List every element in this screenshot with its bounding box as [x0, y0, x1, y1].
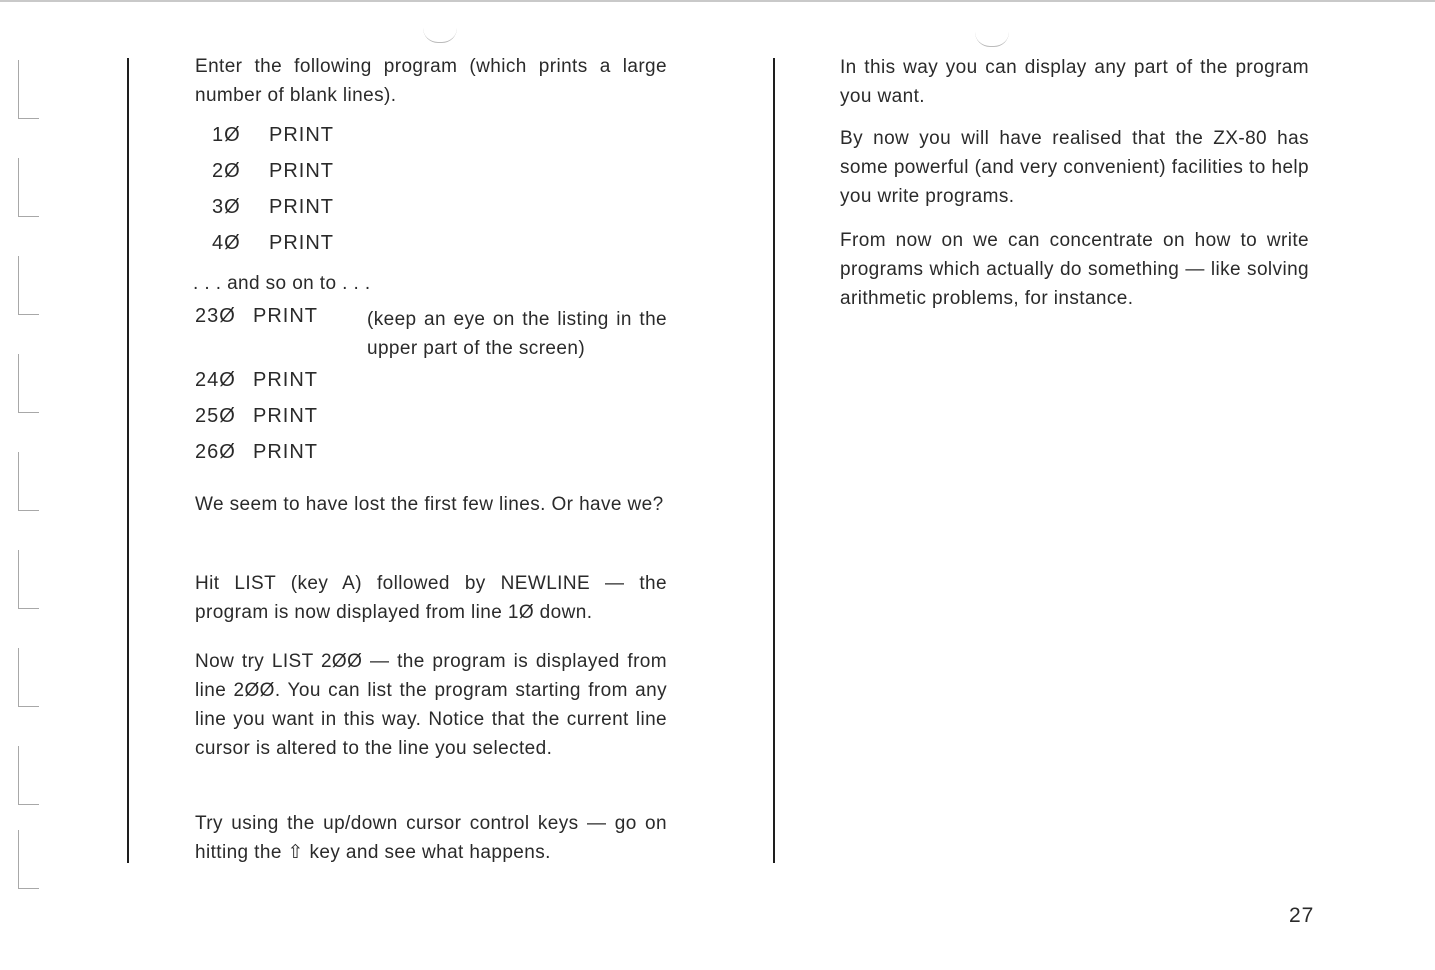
page-number: 27 [1289, 904, 1315, 927]
line-number: 25Ø [195, 405, 236, 427]
list-key-paragraph: Hit LIST (key A) followed by NEWLINE — the program is now displayed from line 1Ø down. [195, 573, 667, 623]
line-number: 23Ø [195, 305, 236, 327]
binding-mark [18, 256, 39, 315]
binding-mark [18, 452, 39, 511]
binding-mark [18, 746, 39, 805]
line-number: 24Ø [195, 369, 236, 391]
binding-mark [18, 354, 39, 413]
punch-hole-mark [423, 28, 457, 43]
spiral-binding [18, 40, 42, 900]
binding-mark [18, 550, 39, 609]
list-200-paragraph: Now try LIST 2ØØ — the program is displayed from line 2ØØ. You can list the program starting from any line you want in this way. Notice that the current line cursor is altered to the line you selected. [195, 651, 667, 759]
line-command: PRINT [253, 441, 318, 463]
cursor-keys-paragraph: Try using the up/down cursor control keys — go on hitting the ⇧ key and see what happens. [195, 813, 667, 863]
line-number: 4Ø [212, 232, 241, 254]
line-command: PRINT [253, 405, 318, 427]
line-number: 1Ø [212, 124, 241, 146]
center-column-rule [773, 58, 775, 863]
line-number: 3Ø [212, 196, 241, 218]
left-margin-rule [127, 58, 129, 863]
binding-mark [18, 830, 39, 889]
line-command: PRINT [253, 305, 318, 327]
display-paragraph: In this way you can display any part of the program you want. [840, 57, 1309, 107]
line-command: PRINT [253, 369, 318, 391]
listing-note: (keep an eye on the listing in the upper part of the screen) [367, 309, 667, 359]
line-command: PRINT [269, 124, 334, 146]
line-command: PRINT [269, 232, 334, 254]
concentrate-paragraph: From now on we can concentrate on how to write programs which actually do something — like solving arithmetic problems, for instance. [840, 230, 1309, 309]
line-command: PRINT [269, 196, 334, 218]
facilities-paragraph: By now you will have realised that the ZX-80 has some powerful (and very convenient) facilities to help you write programs. [840, 128, 1309, 207]
binding-mark [18, 60, 39, 119]
lost-lines-paragraph: We seem to have lost the first few lines. Or have we? [195, 494, 664, 515]
binding-mark [18, 158, 39, 217]
line-number: 2Ø [212, 160, 241, 182]
intro-paragraph: Enter the following program (which prints a large number of blank lines). [195, 56, 667, 106]
page-top-edge [0, 0, 1435, 2]
and-so-on-line: . . . and so on to . . . [193, 273, 371, 294]
line-number: 26Ø [195, 441, 236, 463]
punch-hole-mark [975, 32, 1009, 47]
line-command: PRINT [269, 160, 334, 182]
binding-mark [18, 648, 39, 707]
